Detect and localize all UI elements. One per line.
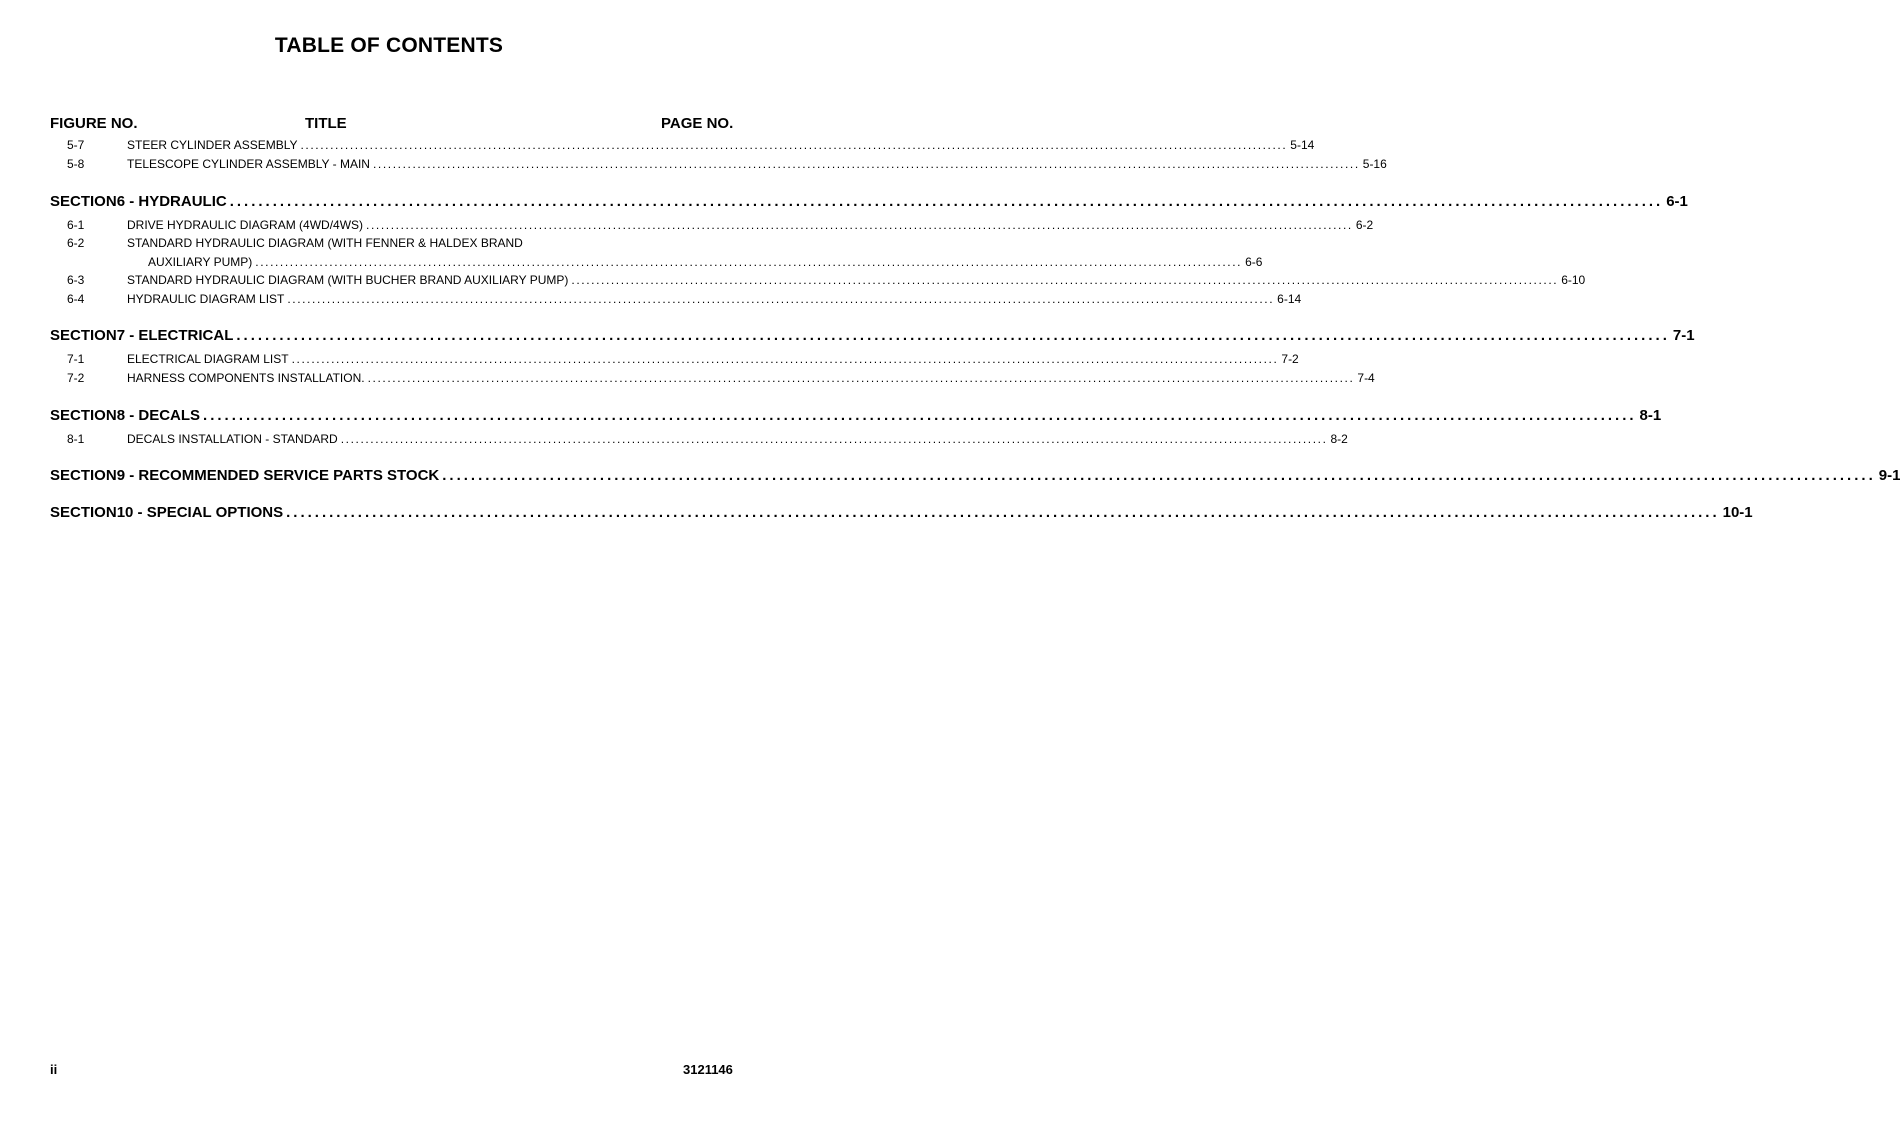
- entry-title-continued: AUXILIARY PUMP): [148, 255, 253, 269]
- entry-title: STEER CYLINDER ASSEMBLY: [127, 138, 298, 152]
- section-page: 8-1: [1639, 407, 1662, 424]
- dot-leader: ........................................................................................................................................................................................................: [203, 407, 1637, 424]
- toc-entry[interactable]: [127, 292, 1302, 306]
- toc-entry[interactable]: [127, 138, 1315, 152]
- entry-page: 5-16: [1362, 157, 1387, 171]
- entry-page: 6-2: [1355, 218, 1374, 232]
- section-label: SECTION: [50, 407, 117, 424]
- section-heading-electrical[interactable]: [50, 327, 1695, 344]
- entry-title: STANDARD HYDRAULIC DIAGRAM (WITH BUCHER BRAND AUXILIARY PUMP): [127, 273, 569, 287]
- dot-leader: ........................................................................................................................................................................................................: [300, 138, 1288, 152]
- section-page: 6-1: [1666, 193, 1688, 210]
- entry-page: 7-4: [1357, 371, 1375, 385]
- entry-title: HYDRAULIC DIAGRAM LIST: [127, 292, 285, 306]
- section-name: 8 - DECALS: [116, 407, 201, 424]
- section-heading-decals[interactable]: [50, 407, 1662, 424]
- dot-leader: ........................................................................................................................................................................................................: [372, 157, 1360, 171]
- figure-number: 5-7: [67, 138, 85, 152]
- dot-leader: ........................................................................................................................................................................................................: [236, 327, 1670, 344]
- entry-page: 6-10: [1561, 273, 1586, 287]
- dot-leader: ........................................................................................................................................................................................................: [366, 218, 1353, 232]
- dot-leader: ........................................................................................................................................................................................................: [571, 273, 1559, 287]
- section-heading-service-parts[interactable]: [50, 467, 1900, 484]
- toc-entry[interactable]: [127, 352, 1299, 366]
- figure-number: 7-2: [67, 371, 85, 385]
- figure-number: 6-3: [67, 273, 85, 287]
- section-page: 7-1: [1672, 327, 1695, 344]
- section-label: SECTION: [50, 467, 117, 484]
- entry-page: 5-14: [1290, 138, 1315, 152]
- figure-number: 5-8: [67, 157, 85, 171]
- section-name: 10 - SPECIAL OPTIONS: [116, 504, 284, 521]
- dot-leader: ........................................................................................................................................................................................................: [367, 371, 1355, 385]
- figure-number: 6-1: [67, 218, 85, 232]
- entry-page: 8-2: [1330, 432, 1348, 446]
- dot-leader: ........................................................................................................................................................................................................: [442, 467, 1876, 484]
- section-label: SECTION: [50, 193, 117, 210]
- section-name: 9 - RECOMMENDED SERVICE PARTS STOCK: [116, 467, 440, 484]
- section-heading-special-options[interactable]: [50, 504, 1753, 521]
- page-number: ii: [50, 1062, 58, 1077]
- entry-title: HARNESS COMPONENTS INSTALLATION.: [127, 371, 365, 385]
- entry-page: 6-6: [1245, 255, 1263, 269]
- entry-page: 6-14: [1277, 292, 1302, 306]
- entry-page: 7-2: [1281, 352, 1299, 366]
- dot-leader: ........................................................................................................................................................................................................: [255, 255, 1243, 269]
- section-page: 9-1: [1878, 467, 1900, 484]
- section-name: 7 - ELECTRICAL: [116, 327, 234, 344]
- figure-number: 6-2: [67, 236, 85, 250]
- section-heading-hydraulic[interactable]: [50, 193, 1688, 210]
- title-header: TITLE: [305, 115, 347, 132]
- section-label: SECTION: [50, 327, 117, 344]
- entry-title: TELESCOPE CYLINDER ASSEMBLY - MAIN: [127, 157, 370, 171]
- dot-leader: ........................................................................................................................................................................................................: [287, 292, 1275, 306]
- entry-title[interactable]: STANDARD HYDRAULIC DIAGRAM (WITH FENNER & HALDEX BRAND: [127, 236, 523, 250]
- figure-no-header: FIGURE NO.: [50, 115, 138, 132]
- dot-leader: ........................................................................................................................................................................................................: [286, 504, 1720, 521]
- toc-entry[interactable]: [127, 432, 1348, 446]
- dot-leader: ........................................................................................................................................................................................................: [291, 352, 1279, 366]
- toc-entry[interactable]: [127, 218, 1374, 232]
- entry-title: DECALS INSTALLATION - STANDARD: [127, 432, 338, 446]
- document-number: 3121146: [683, 1062, 733, 1077]
- page-title: TABLE OF CONTENTS: [274, 34, 504, 57]
- dot-leader: ........................................................................................................................................................................................................: [229, 193, 1664, 210]
- toc-entry[interactable]: [127, 273, 1586, 287]
- figure-number: 7-1: [67, 352, 85, 366]
- page-no-header: PAGE NO.: [661, 115, 734, 132]
- section-page: 10-1: [1722, 504, 1753, 521]
- section-name: 6 - HYDRAULIC: [116, 193, 227, 210]
- toc-entry[interactable]: [127, 157, 1387, 171]
- toc-entry-continuation[interactable]: [148, 255, 1263, 269]
- section-label: SECTION: [50, 504, 117, 521]
- entry-title: ELECTRICAL DIAGRAM LIST: [127, 352, 289, 366]
- entry-title: DRIVE HYDRAULIC DIAGRAM (4WD/4WS): [127, 218, 364, 232]
- dot-leader: ........................................................................................................................................................................................................: [340, 432, 1328, 446]
- toc-entry[interactable]: [127, 371, 1375, 385]
- figure-number: 6-4: [67, 292, 85, 306]
- figure-number: 8-1: [67, 432, 85, 446]
